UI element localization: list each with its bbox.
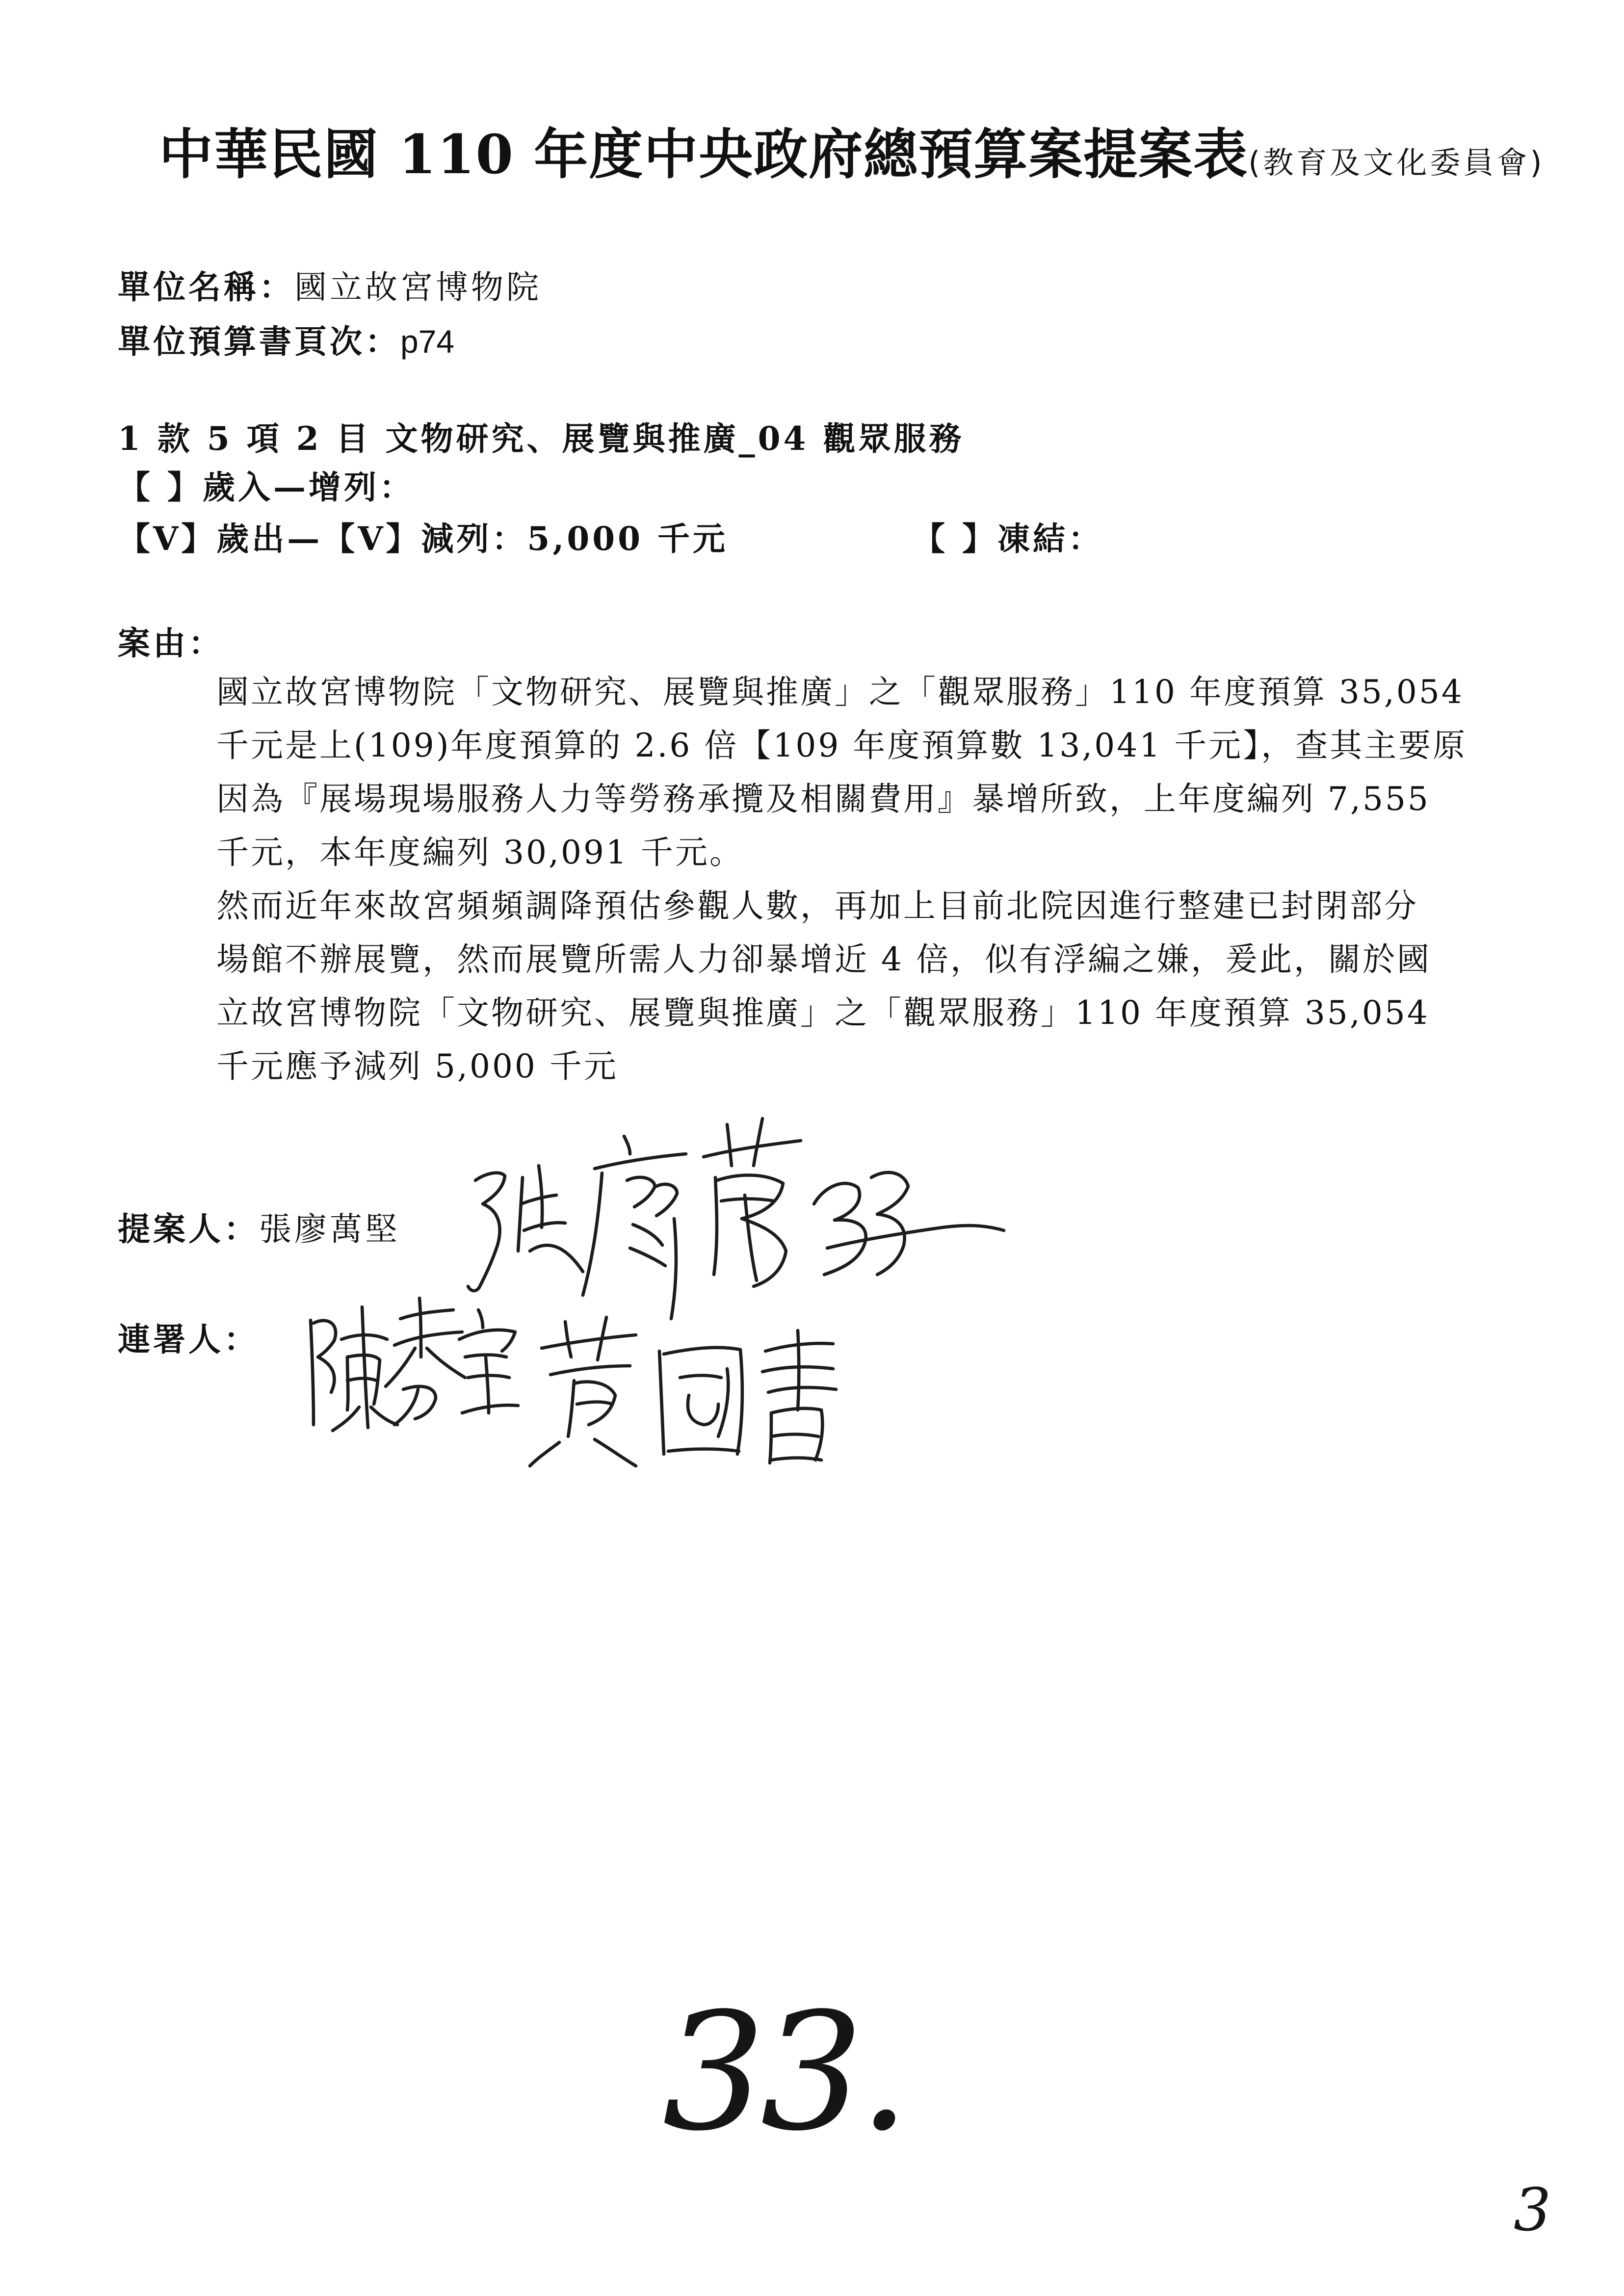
reason-line: 因為『展場現場服務人力等勞務承攬及相關費用』暴增所致，上年度編列 7,555 <box>216 780 1430 818</box>
cosigner-label: 連署人： <box>118 1320 259 1358</box>
expenditure-line: 【V】歲出—【V】減列：5,000 千元 <box>118 520 729 558</box>
document-header <box>159 123 1545 186</box>
reason-line: 千元，本年度編列 30,091 千元。 <box>216 834 744 871</box>
budget-page-value: p74 <box>400 323 455 360</box>
signature-cosigner-1 <box>311 1298 518 1431</box>
signatures-area <box>287 1104 1016 1487</box>
committee-name: (教育及文化委員會) <box>1248 145 1545 181</box>
freeze-line: 【 】凍結： <box>913 520 1103 558</box>
budget-item: 1 款 5 項 2 目 文物研究、展覽與推廣_04 觀眾服務 <box>118 419 965 458</box>
reason-line: 場館不辦展覽，然而展覽所需人力卻暴增近 4 倍，似有浮編之嫌，爰此，關於國 <box>216 940 1431 978</box>
corner-page-mark: 3 <box>1514 2176 1551 2244</box>
unit-name-row <box>118 268 542 306</box>
reason-line: 立故宮博物院「文物研究、展覽與推廣」之「觀眾服務」110 年度預算 35,054 <box>216 994 1430 1032</box>
unit-name-label: 單位名稱： <box>118 268 294 306</box>
signature-cosigner-2 <box>530 1317 836 1466</box>
budget-page-row <box>118 322 455 361</box>
document-title: 中華民國 110 年度中央政府總預算案提案表 <box>159 123 1249 186</box>
handwritten-page-number: 33. <box>662 1978 905 2166</box>
revenue-line: 【 】歲入—增列： <box>118 468 415 506</box>
reason-body <box>216 665 1467 1093</box>
unit-name-value: 國立故宮博物院 <box>294 268 542 306</box>
budget-page-label: 單位預算書頁次： <box>118 322 400 361</box>
reason-line: 國立故宮博物院「文物研究、展覽與推廣」之「觀眾服務」110 年度預算 35,054 <box>216 673 1464 711</box>
reason-line: 然而近年來故宮頻頻調降預估參觀人數，再加上目前北院因進行整建已封閉部分 <box>216 887 1418 925</box>
proposer-name: 張廖萬堅 <box>259 1210 400 1248</box>
proposer-label: 提案人： <box>118 1210 259 1248</box>
signature-proposer <box>468 1119 1004 1319</box>
reason-line: 千元應予減列 5,000 千元 <box>216 1047 618 1085</box>
reason-line: 千元是上(109)年度預算的 2.6 倍【109 年度預算數 13,041 千元】，查其主要原 <box>216 727 1467 764</box>
reason-label: 案由： <box>118 624 224 662</box>
